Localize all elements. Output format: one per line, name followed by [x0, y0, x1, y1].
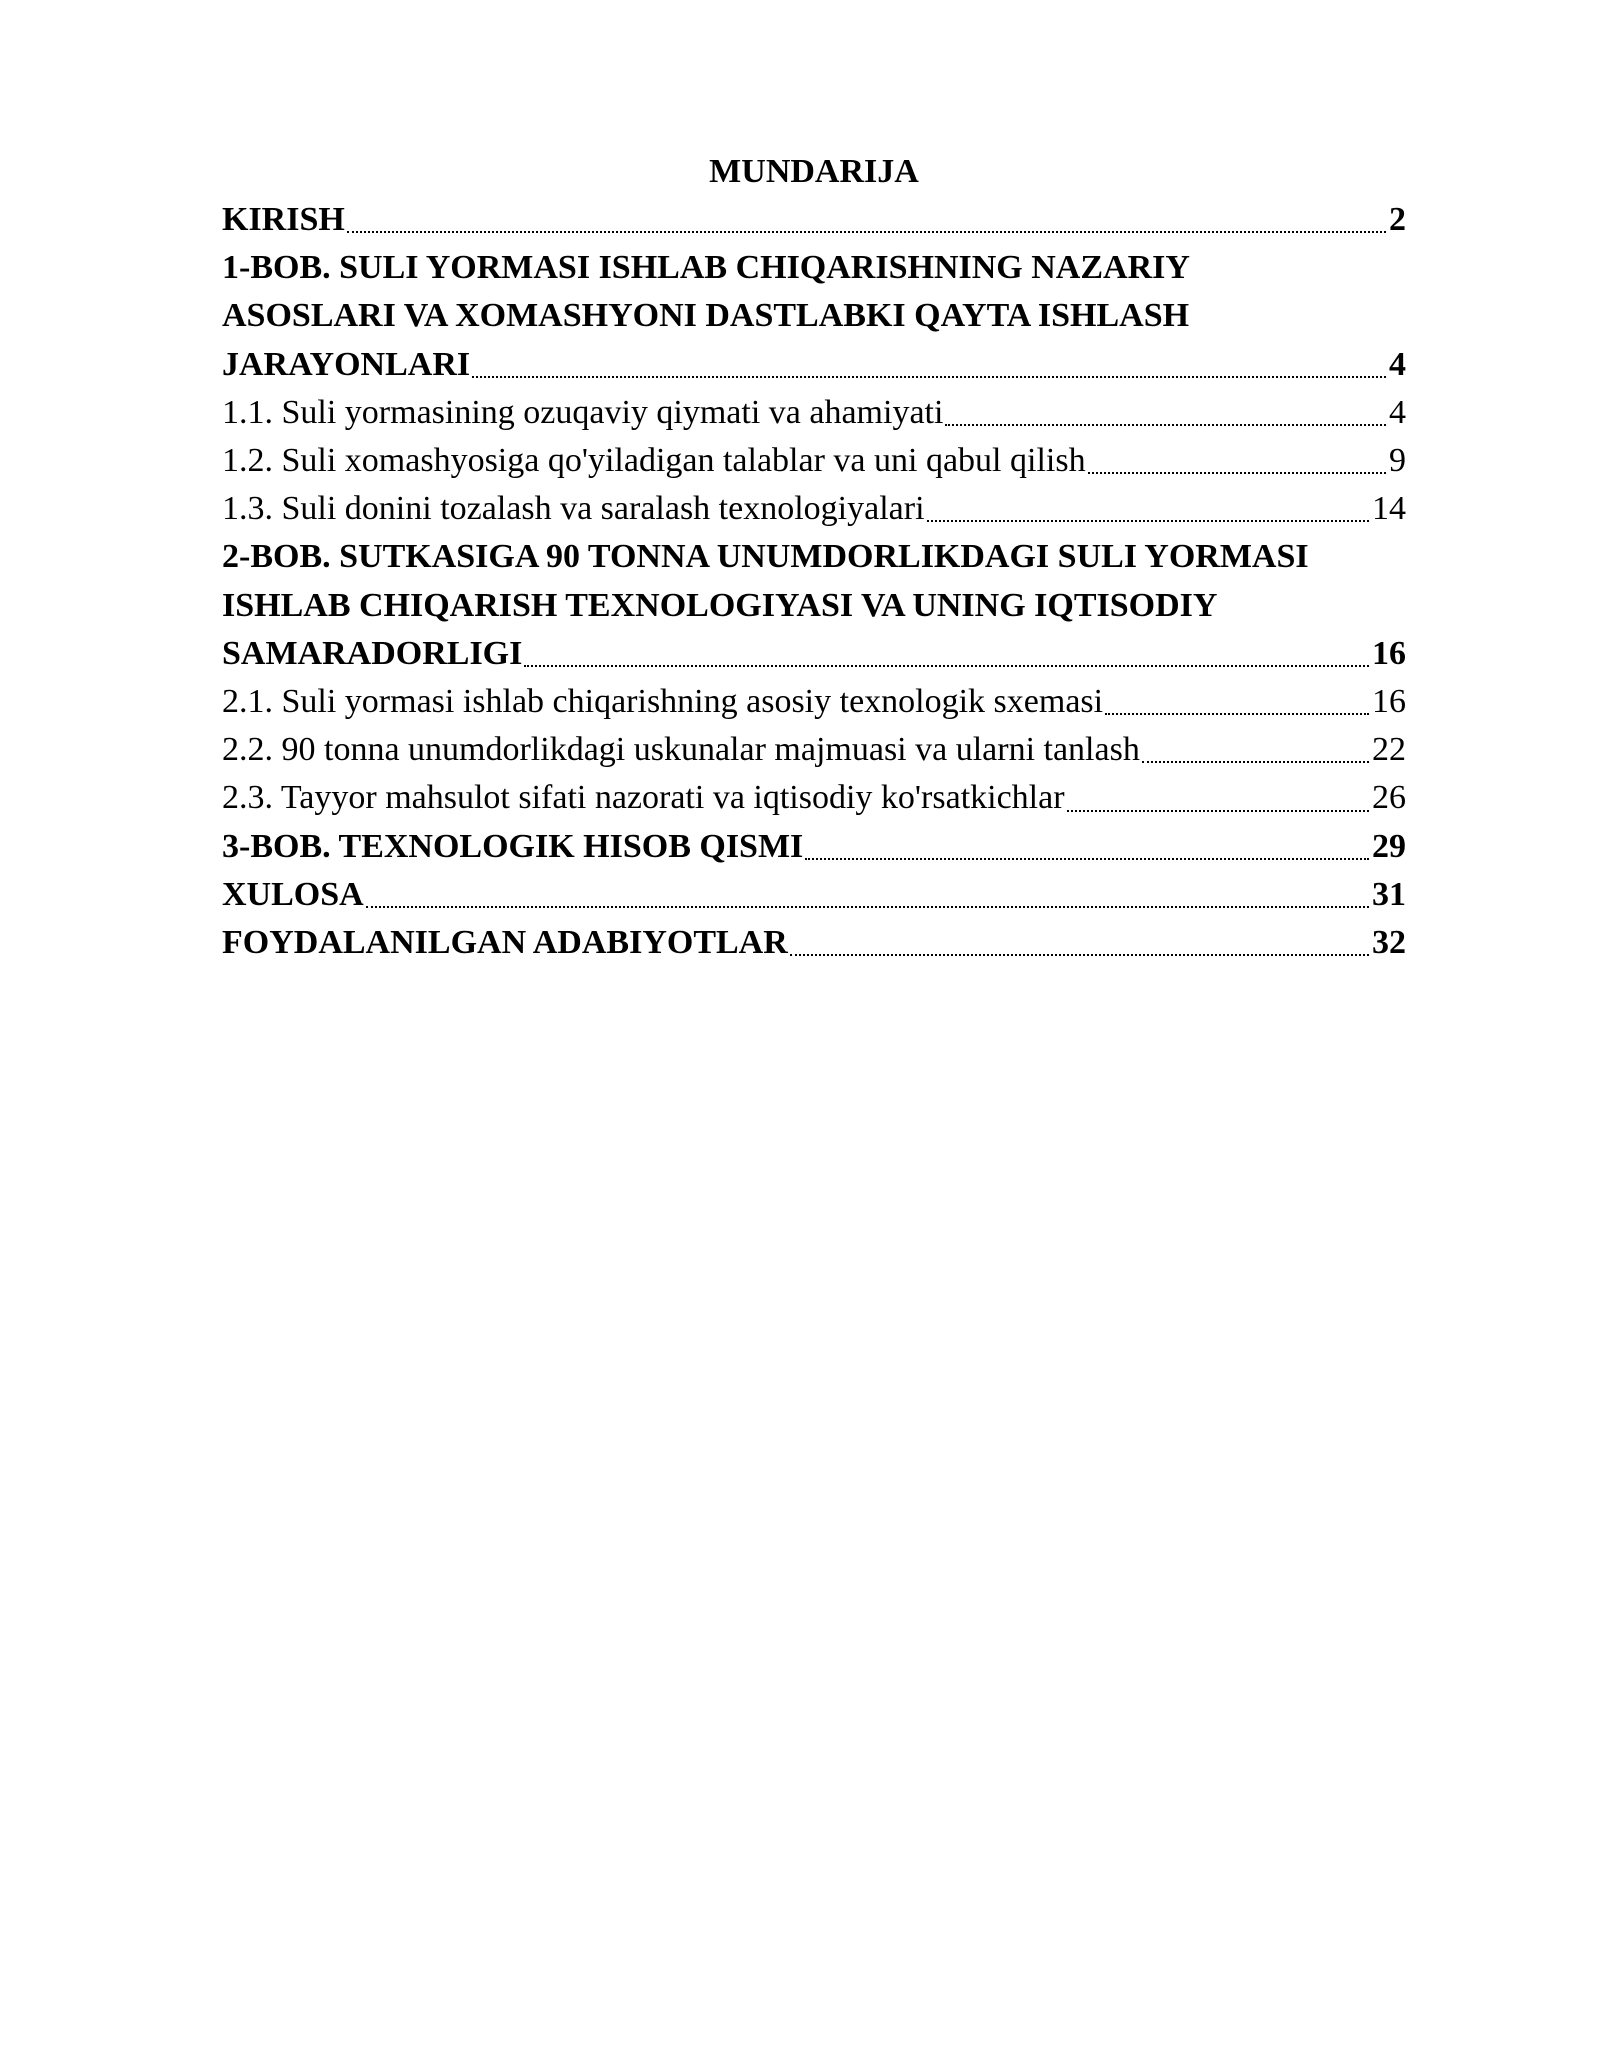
toc-entry-section-2-3[interactable]	[222, 774, 1406, 822]
toc-entry-section-2-2[interactable]	[222, 726, 1406, 774]
toc-page-number: 22	[1372, 731, 1406, 769]
dot-leader	[366, 906, 1369, 908]
toc-entry-section-2-1[interactable]	[222, 678, 1406, 726]
dot-leader	[472, 376, 1386, 378]
toc-entry-label: 1.3. Suli donini tozalash va saralash texnologiyalari	[222, 490, 925, 528]
toc-entry-label: SAMARADORLIGI	[222, 634, 523, 672]
toc-entry-last-line	[222, 341, 1406, 389]
toc-entry-chapter-2[interactable]	[222, 533, 1406, 678]
toc-entry-section-1-1[interactable]	[222, 389, 1406, 437]
toc-entry-section-1-3[interactable]	[222, 485, 1406, 533]
toc-entry-label: JARAYONLARI	[222, 345, 471, 383]
toc-entry-label-line: 2-BOB. SUTKASIGA 90 TONNA UNUMDORLIKDAGI SULI YORMASI	[222, 538, 1309, 576]
toc-entry-label: 2.3. Tayyor mahsulot sifati nazorati va iqtisodiy ko'rsatkichlar	[222, 779, 1065, 817]
table-of-contents	[222, 196, 1406, 967]
dot-leader	[805, 858, 1369, 860]
toc-entry-xulosa[interactable]	[222, 871, 1406, 919]
toc-entry-section-1-2[interactable]	[222, 437, 1406, 485]
toc-page-number: 31	[1372, 875, 1406, 913]
toc-entry-label: 2.1. Suli yormasi ishlab chiqarishning asosiy texnologik sxemasi	[222, 683, 1104, 721]
toc-page-number: 14	[1372, 490, 1406, 528]
dot-leader	[1088, 472, 1386, 474]
toc-page-number: 4	[1389, 393, 1406, 431]
dot-leader	[927, 520, 1369, 522]
toc-entry-label-line: 1-BOB. SULI YORMASI ISHLAB CHIQARISHNING NAZARIY	[222, 249, 1190, 287]
dot-leader	[790, 954, 1369, 956]
toc-entry-chapter-3[interactable]	[222, 823, 1406, 871]
toc-entry-label: 2.2. 90 tonna unumdorlikdagi uskunalar majmuasi va ularni tanlash	[222, 731, 1140, 769]
toc-entry-chapter-1[interactable]	[222, 244, 1406, 389]
dot-leader	[524, 665, 1369, 667]
toc-page-number: 9	[1389, 442, 1406, 480]
toc-entry-label: 3-BOB. TEXNOLOGIK HISOB QISMI	[222, 827, 804, 865]
toc-page-number: 32	[1372, 924, 1406, 962]
dot-leader	[1067, 810, 1369, 812]
toc-entry-label: FOYDALANILGAN ADABIYOTLAR	[222, 924, 788, 962]
toc-entry-label: XULOSA	[222, 875, 364, 913]
toc-page-number: 29	[1372, 827, 1406, 865]
dot-leader	[1105, 713, 1369, 715]
dot-leader	[1142, 761, 1369, 763]
toc-page-number: 16	[1372, 634, 1406, 672]
toc-entry-last-line	[222, 630, 1406, 678]
toc-page-number: 4	[1389, 345, 1406, 383]
toc-entry-label: 1.1. Suli yormasining ozuqaviy qiymati va ahamiyati	[222, 393, 944, 431]
dot-leader	[347, 231, 1386, 233]
toc-entry-label-line: ISHLAB CHIQARISH TEXNOLOGIYASI VA UNING IQTISODIY	[222, 586, 1218, 624]
toc-page-number: 2	[1389, 201, 1406, 238]
toc-title: MUNDARIJA	[709, 153, 919, 190]
toc-entry-label: 1.2. Suli xomashyosiga qo'yiladigan talablar va uni qabul qilish	[222, 442, 1086, 480]
toc-entry-label: KIRISH	[222, 201, 345, 238]
toc-page-number: 26	[1372, 779, 1406, 817]
dot-leader	[945, 424, 1386, 426]
toc-entry-references[interactable]	[222, 919, 1406, 967]
toc-entry-kirish[interactable]	[222, 196, 1406, 244]
toc-page-number: 16	[1372, 683, 1406, 721]
toc-entry-label-line: ASOSLARI VA XOMASHYONI DASTLABKI QAYTA ISHLASH	[222, 297, 1190, 335]
